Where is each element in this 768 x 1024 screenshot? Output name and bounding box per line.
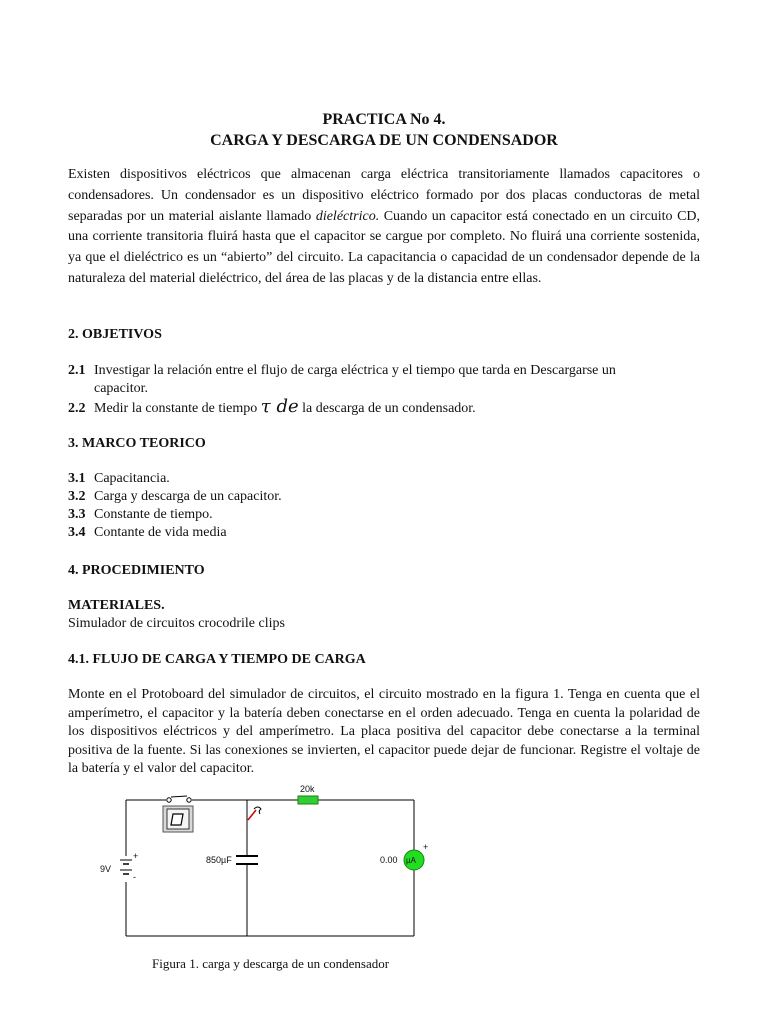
marco-item (68, 470, 668, 488)
item-text: Capacitancia. (94, 471, 170, 486)
switch-symbol[interactable] (163, 796, 193, 832)
item-text: Investigar la relación entre el flujo de carga eléctrica y el tiempo que tarda en Descargarse un (94, 363, 616, 378)
objective-item (68, 398, 668, 418)
item-number: 2.1 (68, 363, 86, 378)
intro-italic-term: dieléctrico. (315, 208, 380, 224)
tau-symbol: τ de (260, 396, 299, 417)
practice-title: PRACTICA No 4. (322, 111, 446, 128)
svg-text:-: - (133, 872, 136, 882)
item-text: Constante de tiempo. (94, 507, 213, 522)
objective-item (68, 362, 668, 398)
item-number: 3.1 (68, 471, 86, 486)
capacitor-label: 850µF (206, 855, 232, 865)
probe-icon[interactable] (248, 807, 261, 820)
ammeter-plus: + (423, 842, 429, 852)
marco-item (68, 524, 668, 542)
intro-paragraph (68, 165, 700, 290)
procedimiento-heading: 4. PROCEDIMIENTO (68, 563, 205, 578)
item-number: 2.2 (68, 401, 86, 416)
circuit-diagram (100, 784, 486, 944)
item-text-continued: capacitor. (94, 381, 149, 396)
marco-item (68, 506, 668, 524)
marco-heading: 3. MARCO TEORICO (68, 436, 206, 451)
materiales-heading: MATERIALES. (68, 598, 165, 613)
battery-label: 9V (100, 864, 112, 874)
section-4-1-heading: 4.1. FLUJO DE CARGA Y TIEMPO DE CARGA (68, 652, 366, 667)
item-number: 3.4 (68, 525, 86, 540)
ammeter-reading: 0.00 (380, 855, 398, 865)
intro-text-2: Cuando un capacitor está conectado en un circuito CD, una corriente transitoria fluirá hasta que el capacitor se cargue por completo. No fluirá una corriente sostenida, ya que el dieléctrico es un “abierto” del circuito. La capacitancia o capacidad de un condensador depende de la naturaleza del material dieléctrico, del área de las placas y de la distancia entre ellas. (68, 208, 701, 286)
item-text: Medir la constante de tiempo (94, 401, 261, 416)
capacitor-symbol (236, 856, 258, 864)
marco-item (68, 488, 668, 506)
resistor-label: 20k (300, 784, 315, 794)
practice-subtitle: CARGA Y DESCARGA DE UN CONDENSADOR (210, 132, 558, 149)
item-number: 3.2 (68, 489, 86, 504)
item-text: la descarga de un condensador. (298, 401, 476, 416)
resistor-symbol (298, 796, 318, 804)
procedure-paragraph: Monte en el Protoboard del simulador de circuitos, el circuito mostrado en la figura 1. Tenga en cuenta que el amperímetro, el capacitor y la batería deben conectarse en el orden adecuado. Tenga en cuenta la polaridad de los dispositivos eléctricos y del amperímetro. La placa positiva del capacitor debe conectarse a la terminal positiva de la fuente. Si las conexiones se invierten, el capacitor puede dejar de funcionar. Registre el voltaje de la batería y el valor del capacitor. (68, 687, 700, 777)
intro-text-1: Existen dispositivos eléctricos que almacenan carga eléctrica transitoriamente llamados capacitores o condensadores. Un condensador es un dispositivo eléctrico formado por dos placas conductoras de metal separadas por un material aislante llamado (68, 167, 700, 224)
materiales-text: Simulador de circuitos crocodrile clips (68, 616, 285, 631)
item-text: Contante de vida media (94, 525, 227, 540)
ammeter-unit: µA (406, 856, 416, 865)
objetivos-heading: 2. OBJETIVOS (68, 327, 162, 342)
item-number: 3.3 (68, 507, 86, 522)
battery-symbol (120, 851, 138, 882)
item-text: Carga y descarga de un capacitor. (94, 489, 282, 504)
svg-text:+: + (133, 851, 139, 861)
figure-caption: Figura 1. carga y descarga de un condensador (152, 956, 390, 971)
